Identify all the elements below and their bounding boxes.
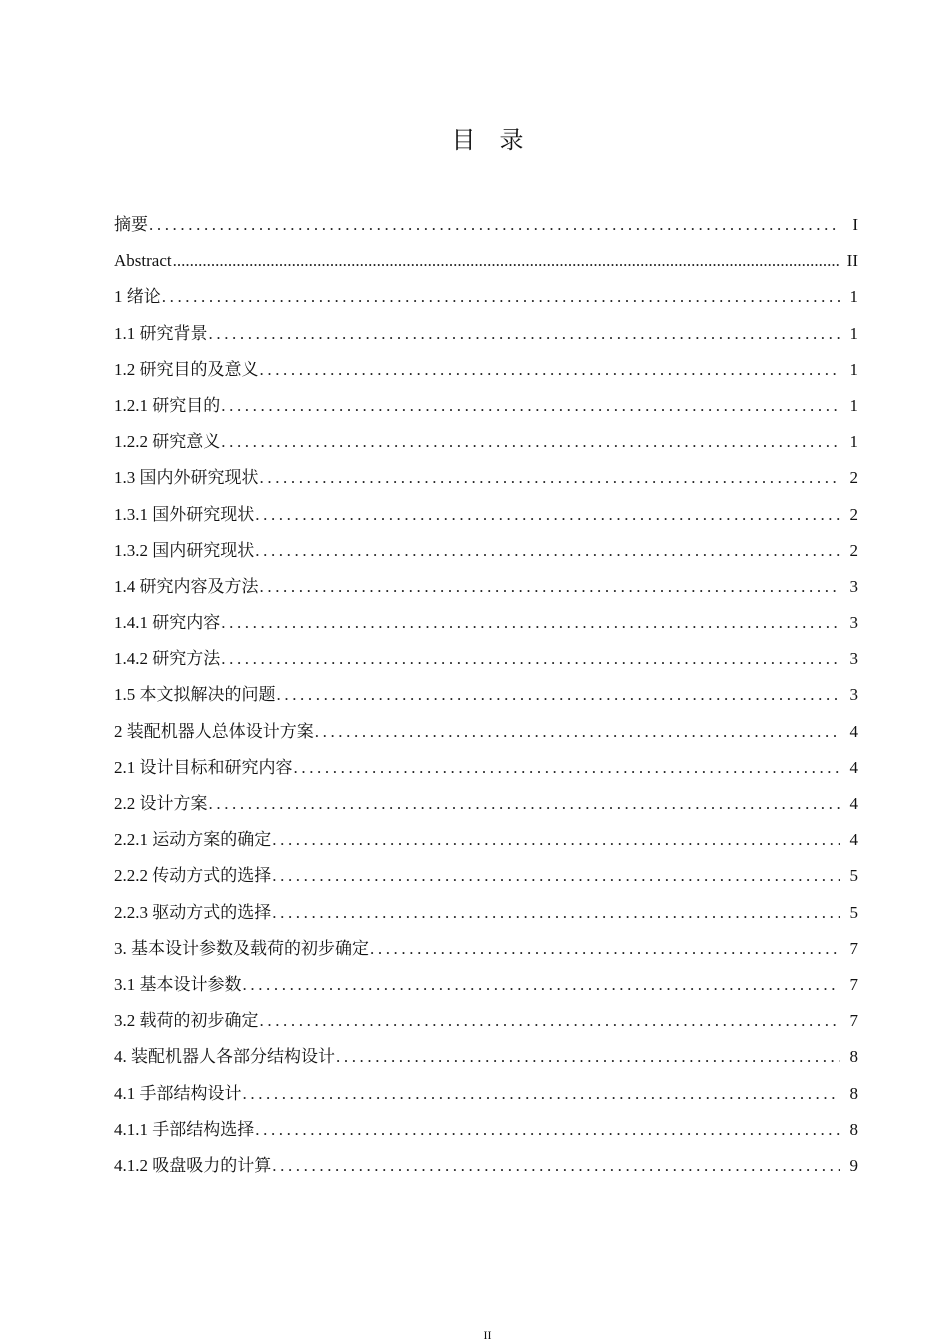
toc-entry-page: 8 — [849, 1047, 858, 1067]
toc-entry-page: 3 — [849, 576, 858, 596]
toc-entry[interactable] — [114, 1003, 860, 1039]
toc-leader-dots — [243, 967, 841, 1003]
toc-entry-page: II — [846, 251, 858, 271]
toc-entry-page: 3 — [849, 685, 858, 705]
toc-entry-label: 4.1.2 吸盘吸力的计算 — [114, 1155, 272, 1175]
toc-entry-label: 4. 装配机器人各部分结构设计 — [114, 1047, 335, 1067]
toc-entry-page: 2 — [849, 468, 858, 488]
toc-entry-page: 5 — [849, 902, 858, 922]
toc-leader-dots — [221, 641, 840, 677]
toc-entry-page: 1 — [849, 287, 858, 307]
toc-leader-dots — [221, 424, 840, 460]
toc-entry[interactable] — [114, 1148, 860, 1184]
toc-leader-dots — [336, 1039, 840, 1075]
toc-entry[interactable] — [114, 533, 860, 569]
toc-entry-page: 3 — [849, 649, 858, 669]
toc-entry-page: 1 — [849, 323, 858, 343]
toc-entry-label: Abstract — [114, 251, 172, 271]
toc-entry-label: 1.4 研究内容及方法 — [114, 576, 259, 596]
toc-entry-label: 4.1 手部结构设计 — [114, 1083, 242, 1103]
toc-entry-page: 8 — [849, 1083, 858, 1103]
toc-leader-dots — [260, 352, 841, 388]
toc-entry[interactable] — [114, 243, 860, 279]
toc-leader-dots — [243, 1076, 841, 1112]
toc-entry-label: 1.5 本文拟解决的问题 — [114, 685, 276, 705]
toc-entry-page: 1 — [849, 395, 858, 415]
toc-entry[interactable] — [114, 207, 860, 243]
toc-leader-dots — [272, 822, 840, 858]
toc-entry-label: 2.1 设计目标和研究内容 — [114, 757, 293, 777]
page-number: II — [483, 1328, 492, 1342]
toc-entry[interactable] — [114, 605, 860, 641]
toc-leader-dots — [260, 1003, 841, 1039]
toc-entry-label: 2.2.3 驱动方式的选择 — [114, 902, 272, 922]
toc-entry-label: 4.1.1 手部结构选择 — [114, 1119, 255, 1139]
toc-entry-page: 4 — [849, 757, 858, 777]
toc-entry-page: 3 — [849, 613, 858, 633]
toc-leader-dots — [294, 750, 841, 786]
toc-entry-label: 1.3.2 国内研究现状 — [114, 540, 255, 560]
toc-leader-dots — [277, 677, 841, 713]
toc-entry[interactable] — [114, 424, 860, 460]
toc-entry-label: 1.3.1 国外研究现状 — [114, 504, 255, 524]
toc-leader-dots — [255, 1112, 840, 1148]
toc-entry[interactable] — [114, 1039, 860, 1075]
toc-leader-dots — [272, 858, 840, 894]
toc-entry-page: 7 — [849, 1011, 858, 1031]
toc-leader-dots — [255, 497, 840, 533]
toc-entry-label: 摘要 — [114, 215, 148, 234]
toc-entry[interactable] — [114, 641, 860, 677]
toc-entry-label: 2.2.2 传动方式的选择 — [114, 866, 272, 886]
toc-leader-dots — [149, 207, 840, 243]
toc-leader-dots — [272, 895, 840, 931]
toc-entry-label: 1.1 研究背景 — [114, 323, 208, 343]
toc-entry[interactable] — [114, 1112, 860, 1148]
toc-entry-label: 1.2.1 研究目的 — [114, 395, 221, 415]
toc-entry-label: 1.2.2 研究意义 — [114, 432, 221, 452]
toc-entry[interactable] — [114, 786, 860, 822]
toc-leader-dots — [173, 243, 840, 279]
toc-entry-page: 4 — [849, 721, 858, 741]
toc-leader-dots — [260, 569, 841, 605]
toc-leader-dots — [221, 388, 840, 424]
toc-entry-label: 1.2 研究目的及意义 — [114, 359, 259, 379]
toc-entry-label: 1.3 国内外研究现状 — [114, 468, 259, 488]
toc-entry[interactable] — [114, 931, 860, 967]
toc-entry[interactable] — [114, 822, 860, 858]
toc-entry-label: 2 装配机器人总体设计方案 — [114, 721, 314, 741]
toc-entry-label: 2.2.1 运动方案的确定 — [114, 830, 272, 850]
toc-entry[interactable] — [114, 460, 860, 496]
toc-entry[interactable] — [114, 1076, 860, 1112]
toc-entry-label: 3.1 基本设计参数 — [114, 974, 242, 994]
toc-entry[interactable] — [114, 352, 860, 388]
toc-leader-dots — [162, 279, 840, 315]
toc-entry-page: 5 — [849, 866, 858, 886]
toc-entry[interactable] — [114, 750, 860, 786]
toc-entry-page: 4 — [849, 794, 858, 813]
table-of-contents — [114, 207, 860, 1184]
toc-entry-label: 1.4.2 研究方法 — [114, 649, 221, 669]
toc-leader-dots — [221, 605, 840, 641]
toc-entry[interactable] — [114, 569, 860, 605]
toc-entry-page: I — [852, 215, 858, 234]
toc-entry[interactable] — [114, 316, 860, 352]
toc-entry[interactable] — [114, 714, 860, 750]
toc-entry-page: 7 — [849, 938, 858, 958]
toc-entry[interactable] — [114, 388, 860, 424]
toc-leader-dots — [209, 316, 841, 352]
toc-entry-page: 9 — [849, 1155, 858, 1175]
toc-entry-page: 2 — [849, 540, 858, 560]
toc-leader-dots — [260, 460, 841, 496]
toc-entry-page: 1 — [849, 432, 858, 452]
toc-leader-dots — [209, 786, 841, 822]
toc-entry-page: 4 — [849, 830, 858, 850]
toc-entry[interactable] — [114, 677, 860, 713]
toc-entry-label: 1 绪论 — [114, 287, 161, 307]
toc-entry-page: 8 — [849, 1119, 858, 1139]
toc-leader-dots — [272, 1148, 840, 1184]
toc-entry-label: 3.2 载荷的初步确定 — [114, 1011, 259, 1031]
toc-entry[interactable] — [114, 279, 860, 315]
toc-entry-label: 2.2 设计方案 — [114, 794, 208, 813]
page-title: 目 录 — [451, 128, 524, 154]
toc-leader-dots — [255, 533, 840, 569]
toc-entry-page: 7 — [849, 974, 858, 994]
toc-entry[interactable] — [114, 858, 860, 894]
toc-entry-label: 3. 基本设计参数及载荷的初步确定 — [114, 938, 369, 958]
toc-entry-page: 2 — [849, 504, 858, 524]
toc-leader-dots — [315, 714, 840, 750]
toc-entry[interactable] — [114, 497, 860, 533]
toc-entry[interactable] — [114, 895, 860, 931]
toc-entry-page: 1 — [849, 359, 858, 379]
toc-leader-dots — [370, 931, 840, 967]
toc-entry-label: 1.4.1 研究内容 — [114, 613, 221, 633]
toc-entry[interactable] — [114, 967, 860, 1003]
